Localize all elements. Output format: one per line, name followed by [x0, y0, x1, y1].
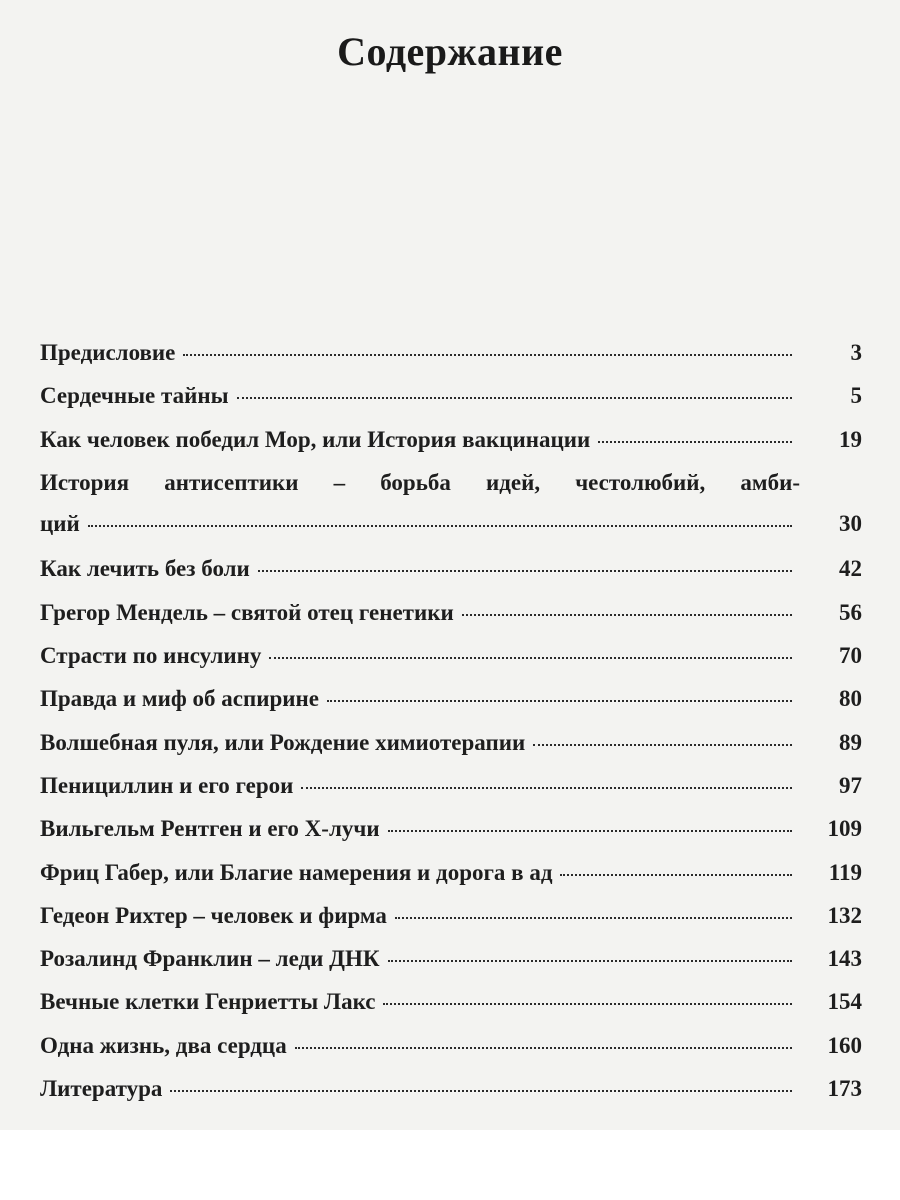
toc-entry: [40, 643, 862, 686]
toc-entry-title: Страсти по инсулину: [40, 643, 262, 669]
toc-entry: [40, 340, 862, 383]
page-title: Содержание: [337, 29, 563, 74]
toc-entry-title-line2: ций: [40, 510, 80, 536]
toc-entry-page: 56: [839, 599, 862, 625]
dot-leader: [295, 1047, 792, 1049]
toc-entry: [40, 600, 862, 643]
dot-leader: [170, 1090, 792, 1092]
toc-entry-page: 5: [850, 383, 862, 409]
toc-entry-title: Одна жизнь, два сердца: [40, 1032, 287, 1058]
dot-leader: [88, 525, 792, 527]
toc-entry: [40, 730, 862, 773]
toc-entry-title: Гедеон Рихтер – человек и фирма: [40, 902, 387, 928]
toc-entry: [40, 946, 862, 989]
toc-entry-title: Фриц Габер, или Благие намерения и дорога в ад: [40, 859, 553, 885]
toc-entry-page: 89: [839, 729, 862, 755]
dot-leader: [383, 1003, 792, 1005]
toc-entry-page: 97: [839, 772, 862, 798]
dot-leader: [395, 917, 792, 919]
toc-entry-page: 119: [828, 859, 862, 885]
toc-entry-title-line1: История антисептики – борьба идей, честолюбий, амби-: [40, 469, 800, 495]
toc-entry: [40, 816, 862, 859]
toc-entry-title: Сердечные тайны: [40, 383, 229, 409]
toc-entry-title: Вильгельм Рентген и его X-лучи: [40, 816, 380, 842]
dot-leader: [269, 657, 792, 659]
toc-entry-page: 80: [839, 686, 862, 712]
toc-entry-title: Литература: [40, 1076, 163, 1102]
toc-entry: [40, 860, 862, 903]
toc-entry: [40, 383, 862, 426]
toc-entry-page: 160: [827, 1032, 862, 1058]
toc-entry-line2: [40, 511, 862, 537]
dot-leader: [598, 441, 792, 443]
toc-entry-page: 3: [850, 340, 862, 365]
toc-entry-title: Грегор Мендель – святой отец генетики: [40, 599, 454, 625]
dot-leader: [327, 700, 792, 702]
toc-entry-title: Пенициллин и его герои: [40, 772, 294, 798]
toc-entry-page: 19: [839, 426, 862, 452]
toc-entry-page: 132: [827, 902, 862, 928]
toc-entry-page: 42: [839, 556, 862, 582]
dot-leader: [533, 744, 792, 746]
toc-entry: [40, 1033, 862, 1076]
toc-entry: [40, 556, 862, 599]
toc-entry-page: 109: [827, 816, 862, 842]
toc-entry: [40, 470, 862, 557]
dot-leader: [237, 397, 792, 399]
toc-entry-title: Как лечить без боли: [40, 556, 250, 582]
dot-leader: [388, 830, 792, 832]
toc-entry-page: 154: [827, 989, 862, 1015]
toc-entry: [40, 1076, 862, 1119]
toc-entry-title: Правда и миф об аспирине: [40, 686, 319, 712]
dot-leader: [258, 570, 792, 572]
dot-leader: [388, 960, 792, 962]
page-margin-strip: [0, 1130, 900, 1200]
toc-entry: [40, 427, 862, 470]
toc-entry-page: 143: [827, 946, 862, 972]
dot-leader: [301, 787, 792, 789]
dot-leader: [560, 874, 792, 876]
toc-entry: [40, 989, 862, 1032]
dot-leader: [183, 354, 792, 356]
toc-entry-title: Как человек победил Мор, или История вакцинации: [40, 426, 591, 452]
toc-entry-title: Волшебная пуля, или Рождение химиотерапии: [40, 729, 526, 755]
toc-entry: [40, 903, 862, 946]
dot-leader: [462, 614, 792, 616]
toc-entry: [40, 773, 862, 816]
toc-entry-page: 70: [839, 643, 862, 669]
toc-entry-title: Розалинд Франклин – леди ДНК: [40, 946, 380, 972]
table-of-contents: [40, 340, 862, 1119]
toc-entry-page: 173: [827, 1076, 862, 1102]
toc-entry-title: Вечные клетки Генриетты Лакс: [40, 989, 376, 1015]
toc-entry-page: 30: [839, 510, 862, 536]
toc-entry-title: Предисловие: [40, 340, 176, 365]
toc-entry: [40, 686, 862, 729]
